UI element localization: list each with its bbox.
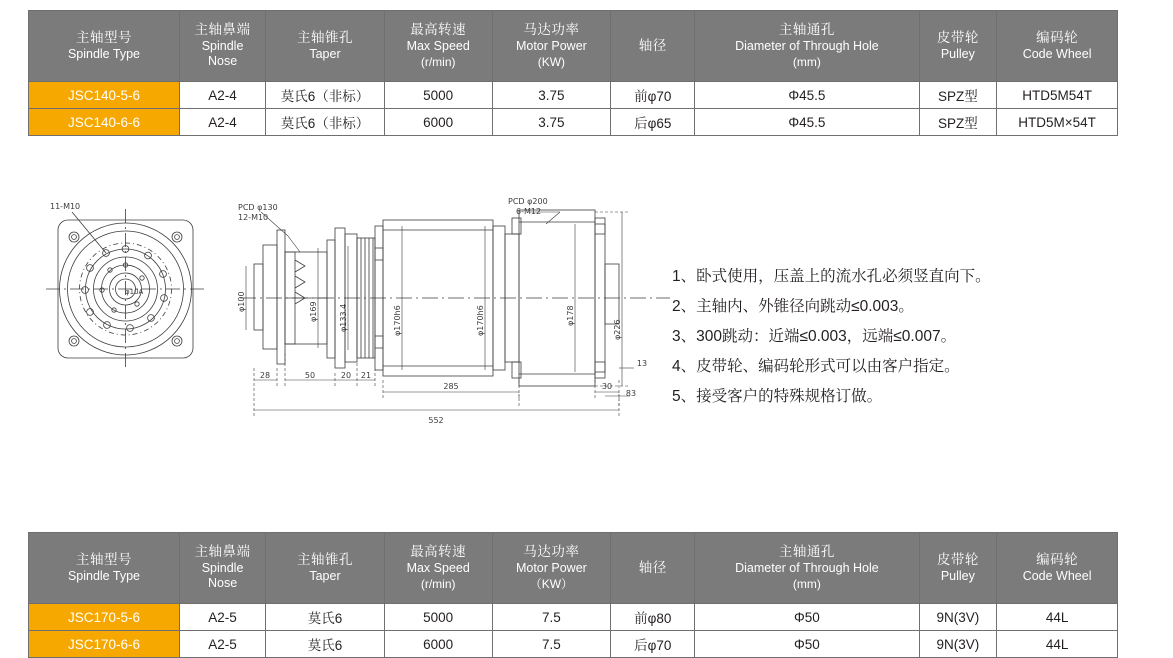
header-cn: 轴径 <box>638 559 667 575</box>
header-en: Motor Power <box>515 561 587 576</box>
cell-nose: A2-4 <box>179 82 265 109</box>
header-cell-shaft-dia <box>611 11 695 82</box>
header-cn: 主轴鼻端 <box>194 21 251 37</box>
header-cn: 最高转速 <box>410 544 467 560</box>
label-28: 28 <box>259 371 271 380</box>
header-en: Spindle <box>201 560 244 575</box>
label-21: 21 <box>360 371 372 380</box>
label-phi169: φ169 <box>309 301 318 322</box>
cell-code-wheel: 44L <box>997 604 1118 631</box>
cell-max-speed: 6000 <box>384 109 492 136</box>
label-20: 20 <box>340 371 352 380</box>
table-row <box>29 631 1118 658</box>
header-unit: (mm) <box>792 576 821 591</box>
pulley-section <box>240 230 670 364</box>
label-bolt-left: 11-M10 <box>50 202 81 211</box>
header-en: Max Speed <box>406 39 470 54</box>
cell-max-speed: 5000 <box>384 604 492 631</box>
header-cell-max-speed <box>384 11 492 82</box>
cell-model: JSC170-5-6 <box>29 604 180 631</box>
label-bolt12: 12-M10 <box>238 213 269 222</box>
label-552: 552 <box>428 416 444 425</box>
header-cn: 轴径 <box>638 37 667 53</box>
header-cn: 主轴鼻端 <box>194 543 251 559</box>
spec-table-bottom <box>28 532 1118 658</box>
header-cn: 主轴锥孔 <box>296 29 353 45</box>
cell-model: JSC140-5-6 <box>29 82 180 109</box>
label-pcd130: PCD φ130 <box>238 203 278 212</box>
label-phi178: φ178 <box>566 305 575 326</box>
cell-through-hole: Φ50 <box>695 604 919 631</box>
label-phi170h6-a: φ170h6 <box>393 305 402 336</box>
header-cn: 马达功率 <box>523 22 580 38</box>
header-cell-motor-power <box>492 533 611 604</box>
cell-model: JSC170-6-6 <box>29 631 180 658</box>
cell-model: JSC140-6-6 <box>29 109 180 136</box>
cell-nose: A2-4 <box>179 109 265 136</box>
cell-pulley: 9N(3V) <box>919 604 997 631</box>
header-cell-taper <box>266 533 385 604</box>
table-row <box>29 604 1118 631</box>
header-en: Spindle Type <box>67 46 140 61</box>
cell-max-speed: 6000 <box>384 631 492 658</box>
header-unit: Nose <box>207 576 238 591</box>
table-row <box>29 109 1118 136</box>
cell-code-wheel: HTD5M54T <box>997 82 1118 109</box>
header-en: Code Wheel <box>1022 568 1092 583</box>
header-cell-max-speed <box>384 533 492 604</box>
header-cn: 皮带轮 <box>936 29 979 45</box>
header-cn: 马达功率 <box>523 544 580 560</box>
header-cell-pulley <box>919 11 997 82</box>
label-30: 30 <box>601 382 613 391</box>
header-cn: 编码轮 <box>1036 29 1079 45</box>
header-en: Pulley <box>940 568 975 583</box>
cell-taper: 莫氏6 <box>266 631 385 658</box>
header-cell-through-hole <box>695 533 919 604</box>
header-unit: （KW） <box>529 576 574 591</box>
cell-motor-power: 7.5 <box>492 631 611 658</box>
spindle-assembly-drawing <box>30 190 670 460</box>
cell-motor-power: 7.5 <box>492 604 611 631</box>
cell-shaft-dia: 后φ65 <box>611 109 695 136</box>
header-unit: (r/min) <box>420 576 456 591</box>
note-item: 5、接受客户的特殊规格订做。 <box>672 388 883 405</box>
cell-nose: A2-5 <box>179 631 265 658</box>
header-en: Pulley <box>940 46 975 61</box>
header-cell-code-wheel <box>997 11 1118 82</box>
cell-max-speed: 5000 <box>384 82 492 109</box>
header-cell-spindle-type <box>29 533 180 604</box>
header-cn: 编码轮 <box>1036 551 1079 567</box>
header-cn: 主轴型号 <box>75 29 132 45</box>
label-pcd200: PCD φ200 <box>508 197 548 206</box>
label-13: 13 <box>636 359 648 368</box>
label-phi10a: φ10A <box>125 288 144 296</box>
cell-taper: 莫氏6 <box>266 604 385 631</box>
header-en: Motor Power <box>515 39 587 54</box>
note-item: 4、皮带轮、编码轮形式可以由客户指定。 <box>672 358 960 375</box>
header-cn: 最高转速 <box>410 22 467 38</box>
cell-shaft-dia: 前φ80 <box>611 604 695 631</box>
header-cell-pulley <box>919 533 997 604</box>
label-285: 285 <box>443 382 459 391</box>
header-unit: (r/min) <box>420 54 456 69</box>
header-unit: (mm) <box>792 54 821 69</box>
label-83: 83 <box>625 389 637 398</box>
header-unit: Nose <box>207 54 238 69</box>
table-header-row <box>29 533 1118 604</box>
cell-through-hole: Φ45.5 <box>695 109 919 136</box>
cell-code-wheel: 44L <box>997 631 1118 658</box>
label-phi170h6-b: φ170h6 <box>476 305 485 336</box>
cell-nose: A2-5 <box>179 604 265 631</box>
cell-code-wheel: HTD5M×54T <box>997 109 1118 136</box>
table-row <box>29 82 1118 109</box>
header-en: Spindle <box>201 38 244 53</box>
header-en: Spindle Type <box>67 568 140 583</box>
header-en: Diameter of Through Hole <box>735 561 879 576</box>
technical-drawing <box>30 190 670 460</box>
header-cn: 皮带轮 <box>936 551 979 567</box>
header-en: Taper <box>309 46 341 61</box>
header-cn: 主轴锥孔 <box>296 551 353 567</box>
header-en: Taper <box>309 568 341 583</box>
cell-through-hole: Φ50 <box>695 631 919 658</box>
header-cell-spindle-nose <box>179 11 265 82</box>
label-phi133: φ133.4 <box>339 303 348 332</box>
notes-list <box>672 262 1112 412</box>
cell-motor-power: 3.75 <box>492 82 611 109</box>
dimension-lines <box>246 212 637 416</box>
header-cell-shaft-dia <box>611 533 695 604</box>
note-item: 2、主轴内、外锥径向跳动≤0.003。 <box>672 298 914 315</box>
header-unit: (KW) <box>537 54 566 69</box>
header-cell-through-hole <box>695 11 919 82</box>
header-cell-spindle-type <box>29 11 180 82</box>
header-cell-code-wheel <box>997 533 1118 604</box>
label-phi100: φ100 <box>237 291 246 312</box>
header-en: Diameter of Through Hole <box>735 39 879 54</box>
cell-through-hole: Φ45.5 <box>695 82 919 109</box>
cell-motor-power: 3.75 <box>492 109 611 136</box>
cell-shaft-dia: 后φ70 <box>611 631 695 658</box>
label-bolt6: 6-M12 <box>516 207 542 216</box>
cell-pulley: SPZ型 <box>919 109 997 136</box>
label-phi226: φ226 <box>613 319 622 340</box>
cell-taper: 莫氏6（非标） <box>266 82 385 109</box>
label-50: 50 <box>304 371 316 380</box>
table-header-row <box>29 11 1118 82</box>
header-cn: 主轴通孔 <box>778 22 835 38</box>
header-cn: 主轴通孔 <box>778 544 835 560</box>
header-en: Max Speed <box>406 561 470 576</box>
header-cell-taper <box>266 11 385 82</box>
header-cell-motor-power <box>492 11 611 82</box>
header-cn: 主轴型号 <box>75 551 132 567</box>
header-cell-spindle-nose <box>179 533 265 604</box>
cell-taper: 莫氏6（非标） <box>266 109 385 136</box>
spec-table-top <box>28 10 1118 136</box>
cell-shaft-dia: 前φ70 <box>611 82 695 109</box>
header-en: Code Wheel <box>1022 46 1092 61</box>
cell-pulley: 9N(3V) <box>919 631 997 658</box>
cell-pulley: SPZ型 <box>919 82 997 109</box>
note-item: 3、300跳动：近端≤0.003，远端≤0.007。 <box>672 328 957 345</box>
note-item: 1、卧式使用，压盖上的流水孔必须竖直向下。 <box>672 268 991 285</box>
